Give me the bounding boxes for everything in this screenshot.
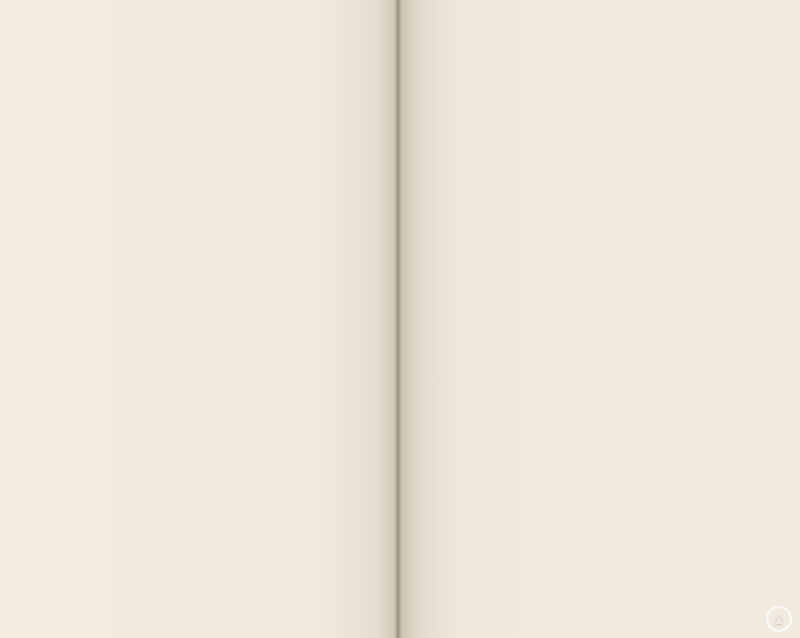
left-page (0, 0, 398, 638)
right-page (398, 0, 800, 638)
labyrinth-icon: ▲ (766, 606, 792, 632)
book-gutter (394, 0, 402, 638)
watermark (766, 606, 794, 632)
